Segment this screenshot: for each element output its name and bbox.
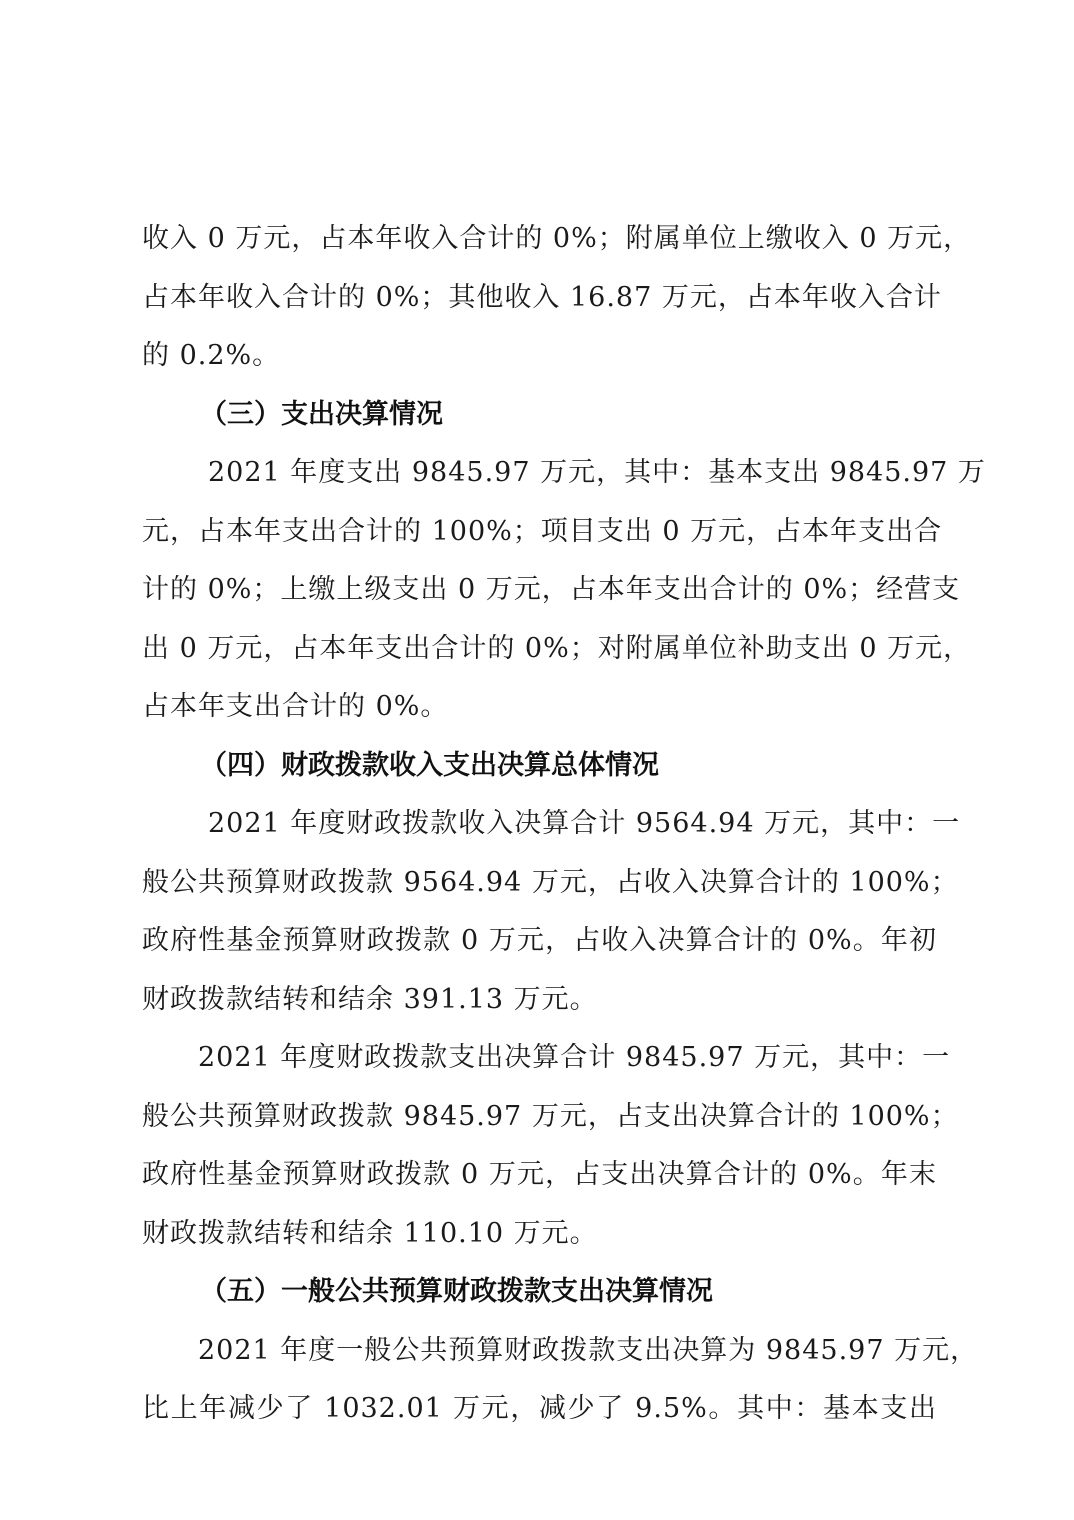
paragraph-line: 占本年收入合计的 0%；其他收入 16.87 万元，占本年收入合计 [142, 281, 942, 313]
paragraph-line: 元，占本年支出合计的 100%；项目支出 0 万元，占本年支出合 [142, 515, 943, 547]
paragraph-line: 计的 0%；上缴上级支出 0 万元，占本年支出合计的 0%；经营支 [142, 574, 961, 605]
paragraph-line: 的 0.2%。 [142, 340, 281, 371]
section-heading-3: （三）支出决算情况 [200, 398, 443, 430]
paragraph-line: 般公共预算财政拨款 9564.94 万元，占收入决算合计的 100%； [142, 866, 959, 898]
paragraph-line: 比上年减少了 1032.01 万元，减少了 9.5%。其中：基本支出 [142, 1393, 937, 1424]
paragraph-line: 收入 0 万元，占本年收入合计的 0%；附属单位上缴收入 0 万元， [142, 223, 972, 254]
paragraph-line: 财政拨款结转和结余 391.13 万元。 [142, 983, 598, 1015]
paragraph-line: 政府性基金预算财政拨款 0 万元，占支出决算合计的 0%。年末 [142, 1159, 937, 1190]
paragraph-line: 般公共预算财政拨款 9845.97 万元，占支出决算合计的 100%； [142, 1100, 959, 1132]
paragraph-line: 2021 年度支出 9845.97 万元，其中：基本支出 9845.97 万 [208, 457, 986, 488]
paragraph-line: 财政拨款结转和结余 110.10 万元。 [142, 1217, 598, 1249]
paragraph-line: 政府性基金预算财政拨款 0 万元，占收入决算合计的 0%。年初 [142, 925, 937, 956]
paragraph-line: 出 0 万元，占本年支出合计的 0%；对附属单位补助支出 0 万元， [142, 632, 972, 664]
paragraph-line: 2021 年度财政拨款收入决算合计 9564.94 万元，其中：一 [208, 808, 961, 839]
paragraph-line: 2021 年度一般公共预算财政拨款支出决算为 9845.97 万元， [198, 1334, 979, 1366]
paragraph-line: 占本年支出合计的 0%。 [142, 691, 449, 722]
section-heading-5: （五）一般公共预算财政拨款支出决算情况 [200, 1276, 713, 1307]
paragraph-line: 2021 年度财政拨款支出决算合计 9845.97 万元，其中：一 [198, 1042, 951, 1073]
section-heading-4: （四）财政拨款收入支出决算总体情况 [200, 749, 659, 781]
document-body [142, 210, 986, 1439]
